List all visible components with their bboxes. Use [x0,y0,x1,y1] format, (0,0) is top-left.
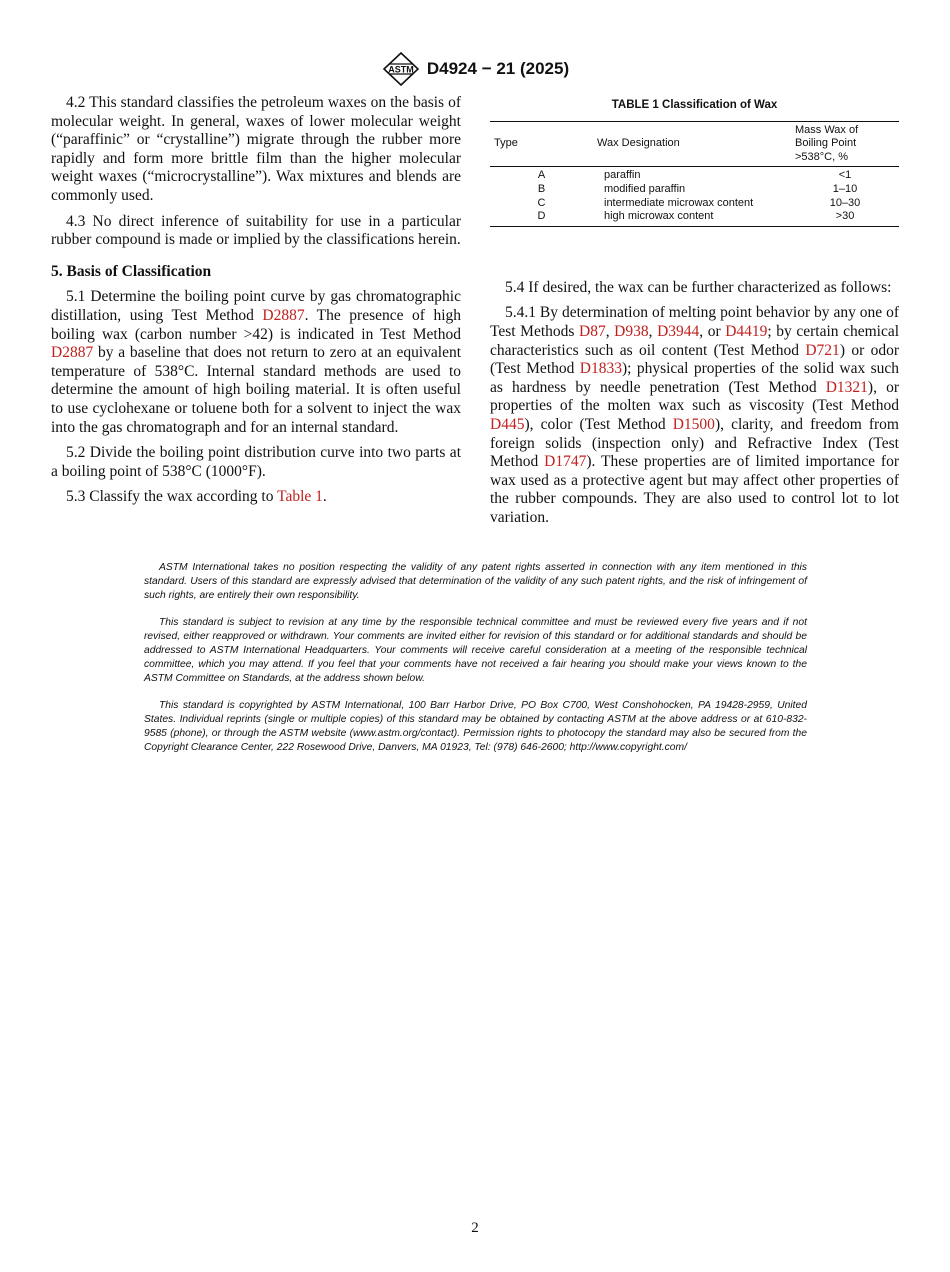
link-d938[interactable]: D938 [614,322,649,340]
paragraph-5-4-1: 5.4.1 By determination of melting point behavior by any one of Test Methods D87, D938, D3944, or D4419; by certain chemical characteristics such as oil content (Test Method D721) or odor (Test Method D1833); physical properties of the solid wax such as hardness by needle penetration (Test Method D1321), or properties of the molten wax such as viscosity (Test Method D445), color (Test Method D1500), clarity, and freedom from foreign solids (inspection only) and Refractive Index (Test Method D1747). These properties are of limited importance for wax used as a protective agent but may affect other properties of the rubber compounds. They are also used to control lot to lot variation. [490,304,900,526]
cell-designation: paraffin [604,169,641,182]
link-d4419[interactable]: D4419 [725,322,768,340]
right-column [490,94,899,534]
section-5-heading: 5. Basis of Classification [51,262,212,280]
link-d1833[interactable]: D1833 [579,360,622,378]
link-d721[interactable]: D721 [805,341,840,359]
paragraph-5-3: 5.3 Classify the wax according to Table 1. [66,488,327,506]
link-table-1[interactable]: Table 1 [277,488,323,506]
header-wax-designation: Wax Designation [597,137,680,150]
paragraph-5-2: 5.2 Divide the boiling point distribution curve into two parts at a boiling point of 538°C (1000°F). [51,444,461,480]
link-d1500[interactable]: D1500 [672,415,715,433]
revision-notice: This standard is subject to revision at any time by the responsible technical committee and must be reviewed every five years and if not revised, either reapproved or withdrawn. Your comments are invited either for revision of this standard or for additional standards and should be addressed to ASTM International Headquarters. Your comments will receive careful consideration at a meeting of the responsible technical committee, which you may attend. If you feel that your comments have not received a fair hearing you should make your views known to the ASTM Committee on Standards, at the address shown below. [144,617,807,684]
cell-mass: <1 [838,169,852,182]
cell-type: D [537,210,546,223]
table-row [490,167,899,183]
table-1-caption: TABLE 1 Classification of Wax [611,99,778,111]
left-column [51,94,461,514]
column-spacer [490,227,899,279]
table-header-row [490,121,899,167]
link-d2887[interactable]: D2887 [262,306,305,324]
astm-logo-icon [381,52,421,86]
paragraph-5-1: 5.1 Determine the boiling point curve by gas chromatographic distillation, using Test Method D2887. The presence of high boiling wax (carbon number >42) is indicated in Test Method D2887 by a baseline that does not return to zero at an equivalent temperature of 538°C. Internal standard methods are used to determine the amount of high boiling material. It is often useful to use cyclohexane or toluene both for a solvent to inject the wax into the gas chromatograph and for an internal standard. [51,288,462,436]
paragraph-4-2: 4.2 This standard classifies the petroleum waxes on the basis of molecular weight. In general, waxes of lower molecular weight (“paraffinic” or “crystalline”) migrate through the rubber more rapidly and form more brittle film than the higher molecular weight waxes (“microcrystalline”). Wax mixtures and blends are commonly used. [51,94,461,204]
copyright-notice: This standard is copyrighted by ASTM International, 100 Barr Harbor Drive, PO Box C700, West Conshohocken, PA 19428-2959, United States. Individual reprints (single or multiple copies) of this standard may be obtained by contacting ASTM at the above address or at 610-832-9585 (phone), or through the ASTM website (www.astm.org/contact). Permission rights to photocopy the standard may also be secured from the Copyright Clearance Center, 222 Rosewood Drive, Danvers, MA 01923, Tel: (978) 646-2600; http://www.copyright.com/ [144,700,807,753]
cell-mass: 1–10 [832,182,858,195]
cell-mass: 10–30 [829,196,861,209]
table-row [490,197,899,211]
link-d3944[interactable]: D3944 [657,322,700,340]
cell-type: C [537,196,546,209]
header-mass-wax: Mass Wax of Boiling Point >538°C, % [795,123,859,163]
page-header [0,52,950,91]
document-designation: D4924 − 21 (2025) [426,59,570,78]
svg-text:ASTM: ASTM [388,64,414,75]
classification-table [490,121,899,227]
header-type: Type [494,137,518,150]
link-d2887-second[interactable]: D2887 [51,344,94,362]
cell-mass: >30 [835,210,855,223]
link-d1321[interactable]: D1321 [825,378,868,396]
cell-type: B [537,182,546,195]
cell-designation: high microwax content [604,210,714,223]
page-number: 2 [471,1220,479,1236]
patent-notice: ASTM International takes no position respecting the validity of any patent rights asserted in connection with any item mentioned in this standard. Users of this standard are expressly advised that determination of the validity of any such patent rights, and the risk of infringement of such rights, are entirely their own responsibility. [144,562,807,601]
cell-designation: modified paraffin [604,182,686,195]
link-d1747[interactable]: D1747 [544,453,587,471]
table-row [490,183,899,197]
paragraph-4-3: 4.3 No direct inference of suitability for use in a particular rubber compound is made or implied by the classifications herein. [51,212,461,249]
cell-type: A [537,169,546,182]
footer-notes [144,561,807,769]
link-d87[interactable]: D87 [579,322,606,340]
link-d445[interactable]: D445 [490,415,525,433]
cell-designation: intermediate microwax content [604,196,754,209]
table-row [490,210,899,226]
paragraph-5-4: 5.4 If desired, the wax can be further characterized as follows: [505,278,892,296]
